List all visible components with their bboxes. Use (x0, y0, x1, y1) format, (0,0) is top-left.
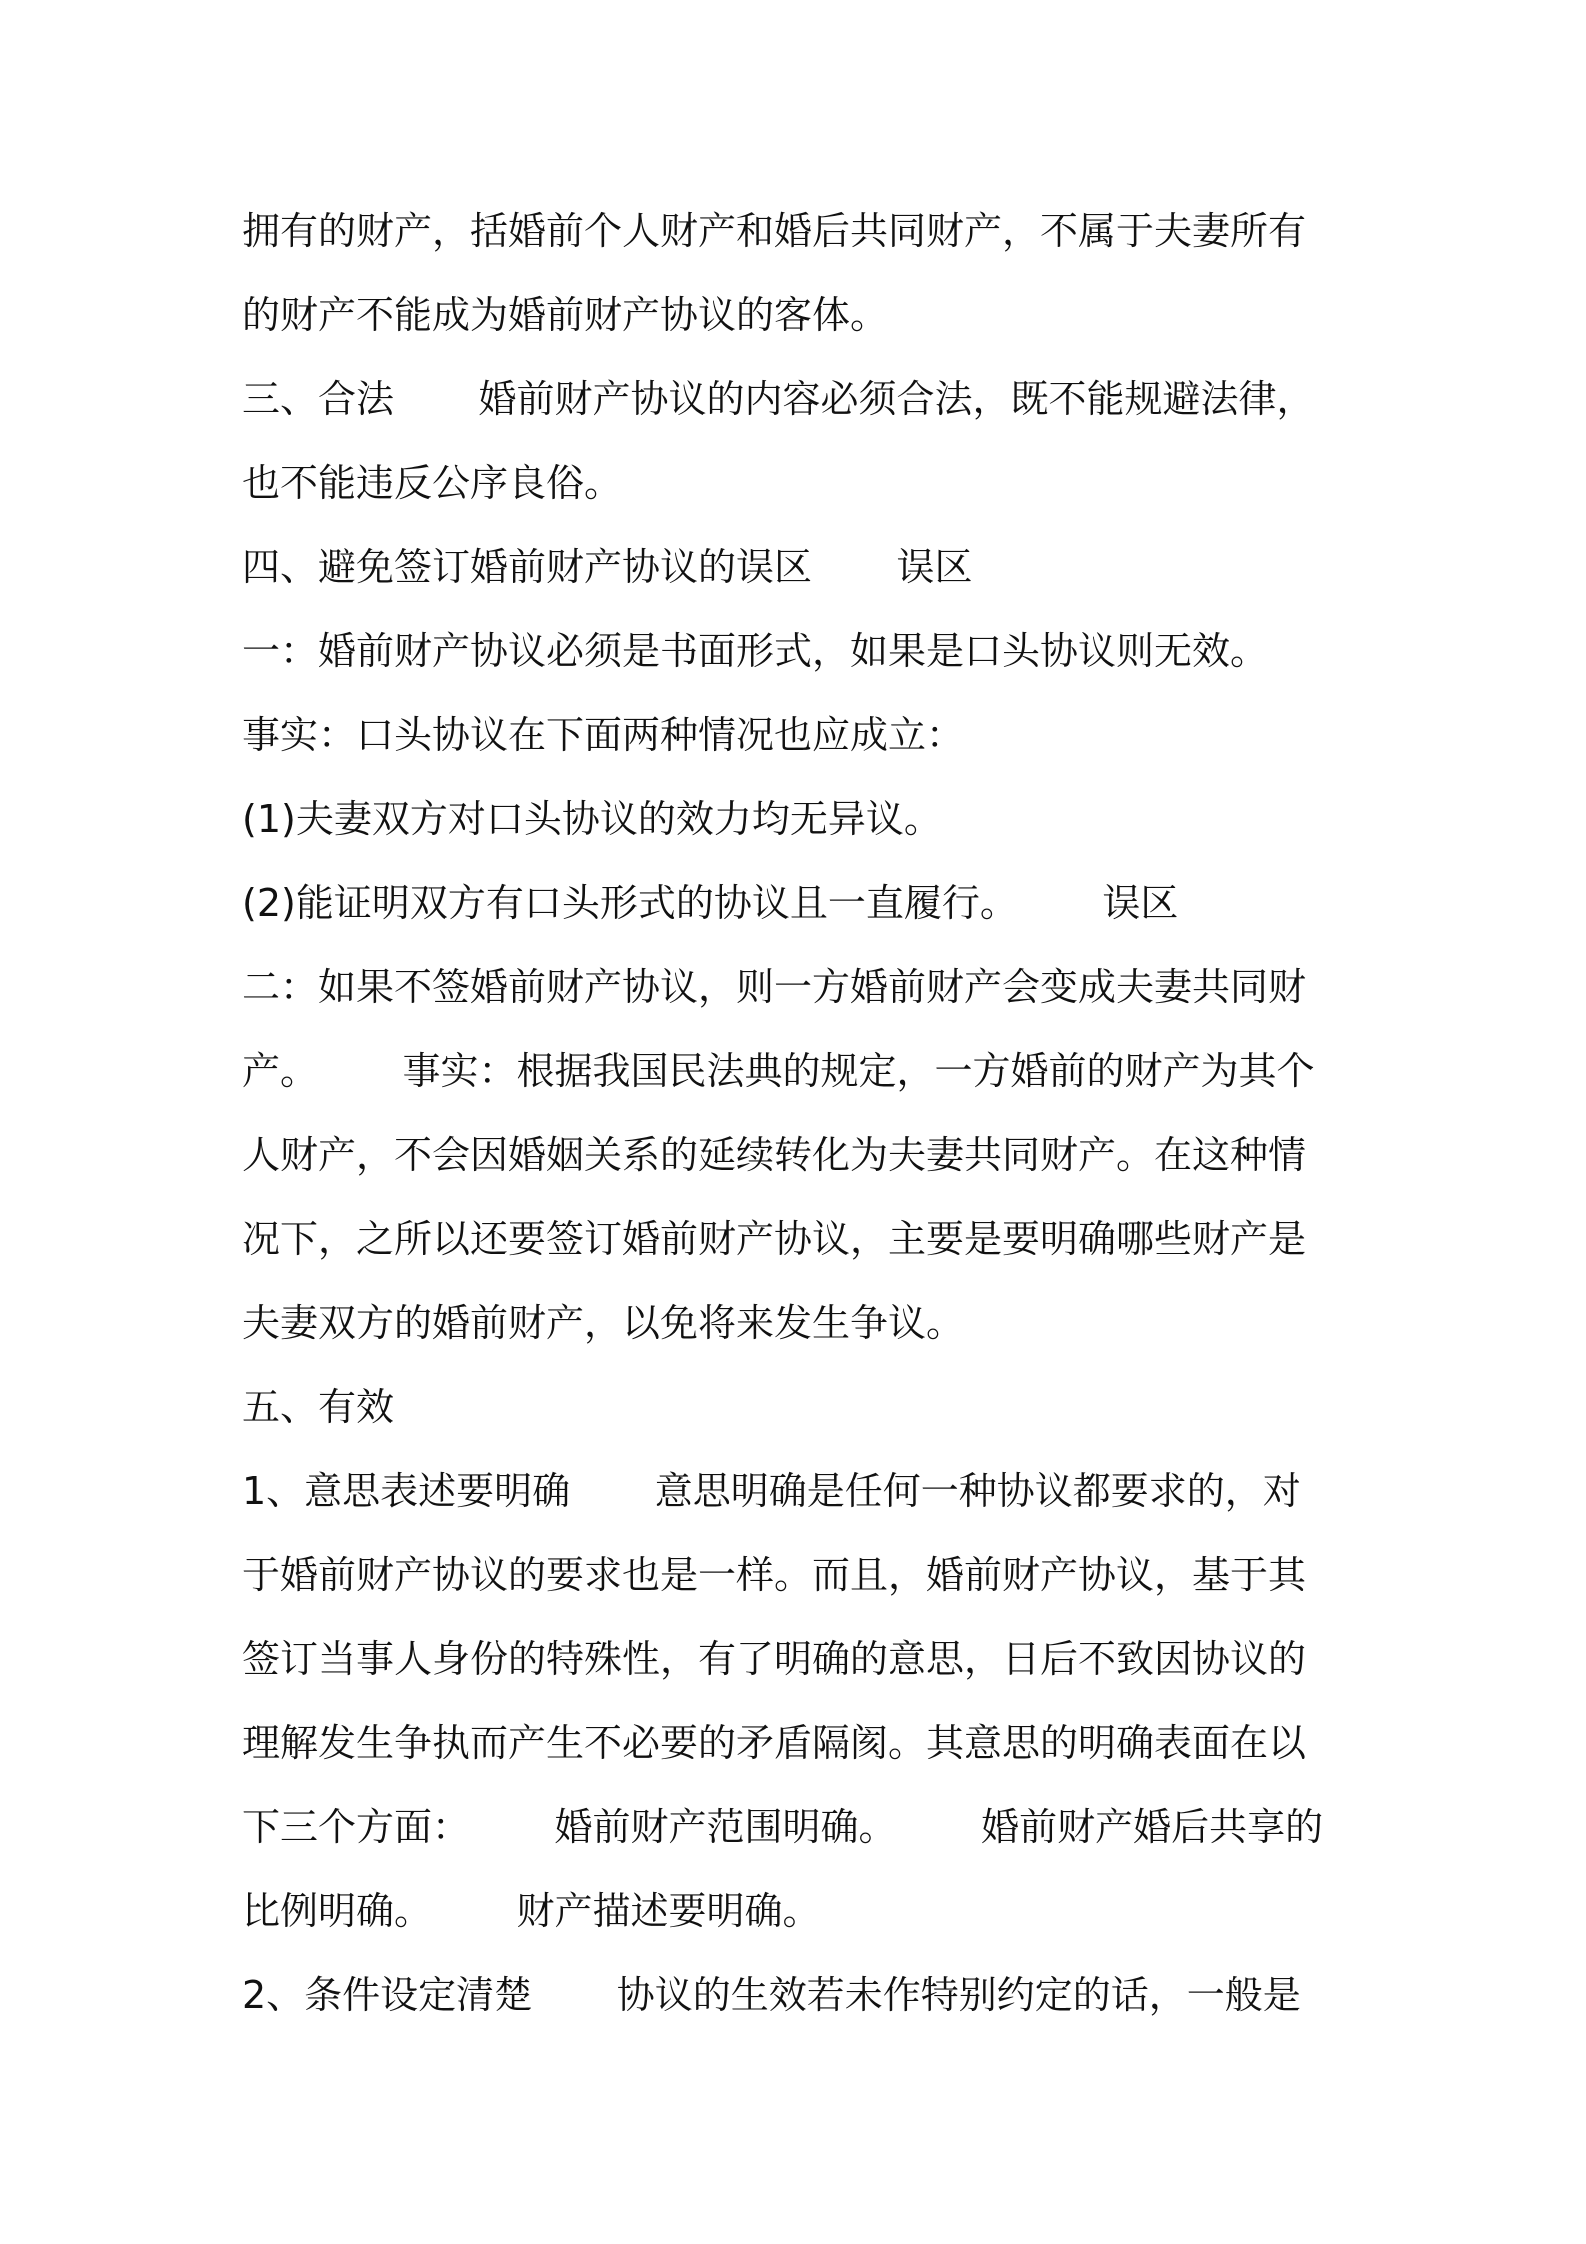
text-line: 人财产，不会因婚姻关系的延续转化为夫妻共同财产。在这种情 (242, 1133, 1307, 1177)
text-line: 夫妻双方的婚前财产，以免将来发生争议。 (242, 1301, 965, 1345)
text-line: 二：如果不签婚前财产协议，则一方婚前财产会变成夫妻共同财 (242, 965, 1307, 1009)
text-line: (1)夫妻双方对口头协议的效力均无异议。 (242, 797, 942, 841)
text-line: 五、有效 (242, 1385, 395, 1429)
text-line: 一：婚前财产协议必须是书面形式，如果是口头协议则无效。 (242, 629, 1269, 673)
text-line: 也不能违反公序良俗。 (242, 461, 623, 505)
text-line: 三、合法 婚前财产协议的内容必须合法，既不能规避法律， (242, 377, 1315, 421)
text-line: 的财产不能成为婚前财产协议的客体。 (242, 293, 889, 337)
text-line: 拥有的财产，括婚前个人财产和婚后共同财产，不属于夫妻所有 (242, 209, 1307, 253)
text-line: 理解发生争执而产生不必要的矛盾隔阂。其意思的明确表面在以 (242, 1721, 1307, 1765)
text-line: 1、意思表述要明确 意思明确是任何一种协议都要求的，对 (242, 1469, 1301, 1513)
text-line: 产。 事实：根据我国民法典的规定，一方婚前的财产为其个 (242, 1049, 1315, 1093)
text-line: 2、条件设定清楚 协议的生效若未作特别约定的话，一般是 (242, 1973, 1301, 2017)
text-line: (2)能证明双方有口头形式的协议且一直履行。 误区 (242, 881, 1179, 925)
text-line: 四、避免签订婚前财产协议的误区 误区 (242, 545, 973, 589)
text-line: 下三个方面： 婚前财产范围明确。 婚前财产婚后共享的 (242, 1805, 1324, 1849)
text-line: 况下，之所以还要签订婚前财产协议，主要是要明确哪些财产是 (242, 1217, 1307, 1261)
text-line: 于婚前财产协议的要求也是一样。而且，婚前财产协议，基于其 (242, 1553, 1307, 1597)
text-line: 签订当事人身份的特殊性，有了明确的意思，日后不致因协议的 (242, 1637, 1307, 1681)
text-line: 事实：口头协议在下面两种情况也应成立： (242, 713, 965, 757)
text-line: 比例明确。 财产描述要明确。 (242, 1889, 821, 1933)
